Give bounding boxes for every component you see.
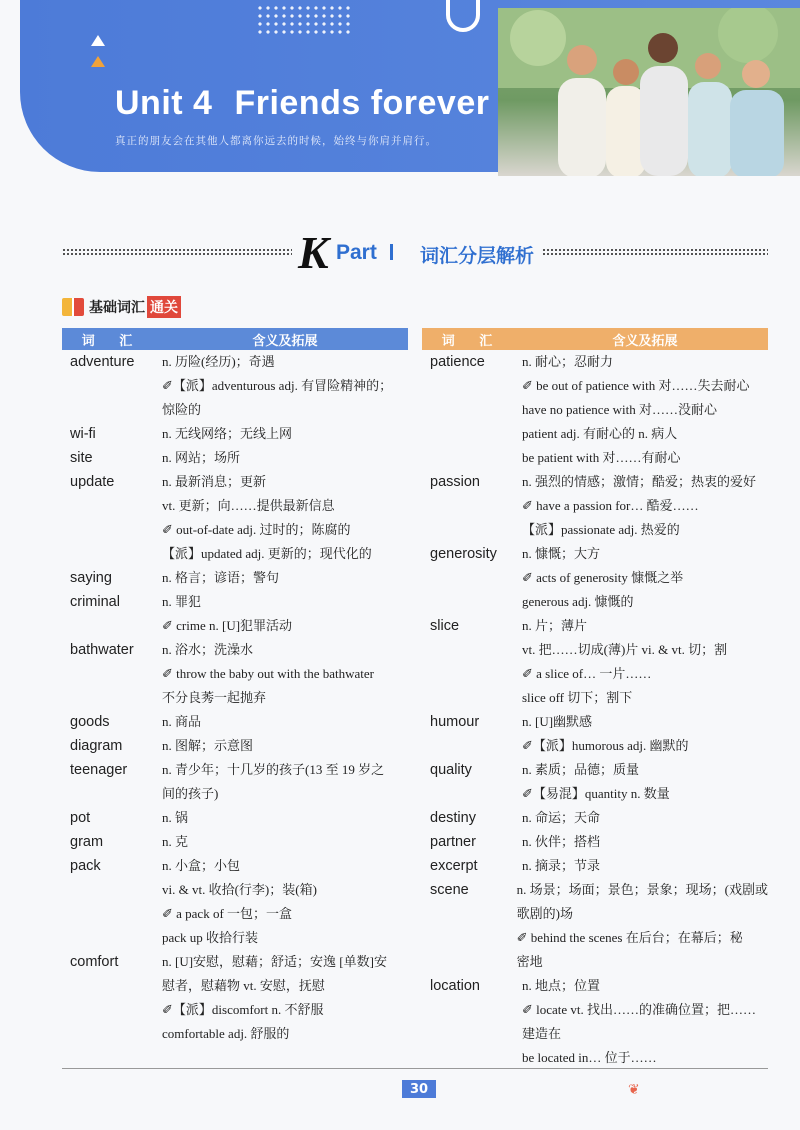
vocab-list-right [422, 350, 768, 1070]
vocab-word: goods [70, 714, 110, 730]
vocab-entry [62, 470, 408, 566]
vocab-definitions [162, 638, 408, 710]
definition-line: n. 克 [162, 834, 189, 849]
vocab-entry [422, 350, 768, 470]
definition-line: n. 耐心；忍耐力 [522, 354, 614, 369]
vocab-word: adventure [70, 354, 135, 370]
definition-line: ✐ a slice of… 一片…… [522, 666, 652, 681]
vocab-table-left [62, 328, 408, 1046]
friends-photo-illustration [498, 8, 800, 176]
vocab-definitions [522, 350, 768, 470]
definition-line: ✐ acts of generosity 慷慨之举 [522, 570, 684, 585]
vocab-word: teenager [70, 762, 128, 778]
vocab-word: diagram [70, 738, 123, 754]
vocab-definitions [522, 974, 768, 1070]
vocab-word: location [430, 978, 480, 994]
definition-line: comfortable adj. 舒服的 [162, 1026, 290, 1041]
definition-line: n. 无线网络；无线上网 [162, 426, 293, 441]
vocab-definitions [522, 470, 768, 542]
vocab-definitions [522, 710, 768, 758]
definition-line: 惊险的 [162, 402, 202, 417]
definition-line: slice off 切下；割下 [522, 690, 633, 705]
section-heading [62, 296, 181, 318]
definition-line: ✐ have a passion for… 酷爱…… [522, 498, 699, 513]
definition-line: ✐ behind the scenes 在后台；在幕后；秘 [516, 930, 743, 945]
vocab-definitions [162, 470, 408, 566]
vocab-definitions [162, 854, 408, 950]
definition-line: n. 素质；品德；质量 [522, 762, 640, 777]
definition-line: vi. & vt. 收拾(行李)；装(箱) [162, 882, 317, 897]
vocab-definitions [522, 830, 768, 854]
definition-line: be located in… 位于…… [522, 1050, 657, 1065]
vocab-entry [62, 566, 408, 590]
header-word: 词 汇 [441, 333, 503, 349]
header-word: 词 汇 [81, 333, 143, 349]
vocab-entry [62, 350, 408, 422]
vocab-entry [62, 422, 408, 446]
definition-line: generous adj. 慷慨的 [522, 594, 634, 609]
feather-icon: ❦ [628, 1082, 640, 1098]
vocab-entry [62, 734, 408, 758]
definition-line: 歌剧的)场 [516, 906, 573, 921]
vocab-definitions [162, 950, 408, 1046]
definition-line: n. 片；薄片 [522, 618, 588, 633]
definition-line: have no patience with 对……没耐心 [522, 402, 717, 417]
vocab-definitions [162, 830, 408, 854]
definition-line: ✐【派】humorous adj. 幽默的 [522, 738, 689, 753]
vocab-definitions [162, 350, 408, 422]
unit-name: Friends forever [234, 84, 490, 122]
definition-line: ✐ out-of-date adj. 过时的；陈腐的 [162, 522, 351, 537]
vocab-definitions [522, 758, 768, 806]
part-label: Part [336, 241, 377, 264]
vocab-word: passion [430, 474, 480, 490]
vocab-entry [422, 806, 768, 830]
vocab-word: quality [430, 762, 472, 778]
unit-number: Unit 4 [115, 84, 213, 122]
definition-line: n. 慷慨；大方 [522, 546, 601, 561]
definition-line: pack up 收拾行装 [162, 930, 259, 945]
definition-line: n. 伙伴；搭档 [522, 834, 601, 849]
friends-photo [498, 8, 800, 176]
vocab-list-left [62, 350, 408, 1046]
vocab-word: bathwater [70, 642, 134, 658]
vocab-word: saying [70, 570, 112, 586]
unit-title [115, 84, 489, 123]
white-triangle-icon [91, 35, 105, 46]
vocab-entry [422, 758, 768, 806]
vocab-word: site [70, 450, 93, 466]
definition-line: be patient with 对……有耐心 [522, 450, 681, 465]
vocab-definitions [522, 806, 768, 830]
definition-line: n. 锅 [162, 810, 189, 825]
vocab-entry [422, 854, 768, 878]
footer-rule [62, 1068, 768, 1069]
vocab-definitions [162, 806, 408, 830]
page-number: 30 [402, 1080, 436, 1098]
definition-line: n. 场景；场面；景色；景象；现场；(戏剧或 [516, 882, 768, 897]
vocab-entry [62, 446, 408, 470]
definition-line: n. 青少年；十几岁的孩子(13 至 19 岁之 [162, 762, 385, 777]
vocab-definitions [162, 566, 408, 590]
definition-line: ✐【易混】quantity n. 数量 [522, 786, 670, 801]
book-icon [62, 298, 84, 316]
definition-line: n. 命运；天命 [522, 810, 601, 825]
definition-line: n. 网站；场所 [162, 450, 241, 465]
vocab-entry [422, 710, 768, 758]
vocab-entry [62, 854, 408, 950]
definition-line: n. 最新消息；更新 [162, 474, 267, 489]
header-meaning: 含义及拓展 [252, 333, 318, 349]
definition-line: 间的孩子) [162, 786, 219, 801]
definition-line: n. [U]幽默感 [522, 714, 593, 729]
vocab-definitions [522, 614, 768, 710]
part-heading [62, 227, 768, 278]
definition-line: vt. 把……切成(薄)片 vi. & vt. 切；割 [522, 642, 728, 657]
vocab-entry [62, 590, 408, 638]
vocab-definitions [162, 734, 408, 758]
definition-line: n. 罪犯 [162, 594, 202, 609]
definition-line: vt. 更新；向……提供最新信息 [162, 498, 335, 513]
definition-line: ✐ a pack of 一包；一盒 [162, 906, 293, 921]
definition-line: 密地 [516, 954, 543, 969]
vocab-entry [62, 950, 408, 1046]
definition-line: n. 地点；位置 [522, 978, 601, 993]
vocab-word: comfort [70, 954, 119, 970]
definition-line: n. 浴水；洗澡水 [162, 642, 254, 657]
definition-line: 建造在 [522, 1026, 562, 1041]
dotted-rule-left [62, 248, 292, 256]
vocab-entry [422, 878, 768, 974]
definition-line: 不分良莠一起抛弃 [162, 690, 267, 705]
definition-line: n. 强烈的情感；激情；酷爱；热衷的爱好 [522, 474, 757, 489]
definition-line: ✐ crime n. [U]犯罪活动 [162, 618, 293, 633]
definition-line: ✐【派】adventurous adj. 有冒险精神的； [162, 378, 393, 393]
vocab-definitions [522, 542, 768, 614]
vocab-definitions [162, 710, 408, 734]
vocab-word: gram [70, 834, 104, 850]
definition-line: n. 小盒；小包 [162, 858, 241, 873]
definition-line: ✐ throw the baby out with the bathwater [162, 666, 374, 681]
vocab-word: generosity [430, 546, 497, 562]
vocab-entry [422, 542, 768, 614]
vocab-word: criminal [70, 594, 120, 610]
definition-line: n. 商品 [162, 714, 202, 729]
vocab-word: humour [430, 714, 480, 730]
vocab-word: partner [430, 834, 476, 850]
vocab-word: wi-fi [70, 426, 96, 442]
vocab-definitions [162, 590, 408, 638]
vocab-word: pot [70, 810, 91, 826]
dot-pattern-decoration [256, 4, 352, 38]
dotted-rule-right [542, 248, 768, 256]
definition-line: 【派】passionate adj. 热爱的 [522, 522, 680, 537]
definition-line: n. [U]安慰，慰藉；舒适；安逸 [单数]安 [162, 954, 387, 969]
orange-triangle-icon [91, 56, 105, 67]
definition-line: n. 图解；示意图 [162, 738, 254, 753]
vocab-entry [422, 830, 768, 854]
section-label: 基础词汇 [89, 300, 145, 316]
definition-line: patient adj. 有耐心的 n. 病人 [522, 426, 678, 441]
part-title: 词汇分层解析 [420, 245, 535, 267]
vocab-definitions [162, 446, 408, 470]
vocab-entry [422, 974, 768, 1070]
definition-line: ✐ locate vt. 找出……的准确位置；把…… [522, 1002, 757, 1017]
table-header [62, 328, 408, 350]
definition-line: 慰者，慰藉物 vt. 安慰，抚慰 [162, 978, 325, 993]
unit-subtitle: 真正的朋友会在其他人都离你远去的时候，始终与你肩并肩行。 [115, 135, 437, 147]
vocab-definitions [162, 422, 408, 446]
vocab-word: pack [70, 858, 101, 874]
vocab-entry [62, 758, 408, 806]
section-badge: 通关 [147, 296, 181, 318]
vocab-word: update [70, 474, 115, 490]
definition-line: n. 摘录；节录 [522, 858, 601, 873]
definition-line: ✐ be out of patience with 对……失去耐心 [522, 378, 750, 393]
vocab-word: patience [430, 354, 485, 370]
vocab-word: scene [430, 882, 469, 898]
definition-line: n. 格言；谚语；警句 [162, 570, 280, 585]
table-header [422, 328, 768, 350]
vocab-definitions [517, 878, 768, 974]
vocab-definitions [162, 758, 408, 806]
definition-line: n. 历险(经历)；奇遇 [162, 354, 275, 369]
vocab-definitions [522, 854, 768, 878]
vocab-table-right [422, 328, 768, 1070]
vocab-word: slice [430, 618, 460, 634]
part-divider [390, 244, 393, 260]
vocab-word: destiny [430, 810, 476, 826]
part-letter: K [298, 227, 329, 278]
vocab-word: excerpt [430, 858, 478, 874]
vocab-entry [62, 830, 408, 854]
definition-line: ✐【派】discomfort n. 不舒服 [162, 1002, 324, 1017]
vocab-entry [62, 710, 408, 734]
header-meaning: 含义及拓展 [612, 333, 678, 349]
vocab-entry [422, 614, 768, 710]
vocab-entry [62, 638, 408, 710]
vocab-entry [62, 806, 408, 830]
ring-decoration [446, 0, 480, 32]
vocab-entry [422, 470, 768, 542]
definition-line: 【派】updated adj. 更新的；现代化的 [162, 546, 372, 561]
